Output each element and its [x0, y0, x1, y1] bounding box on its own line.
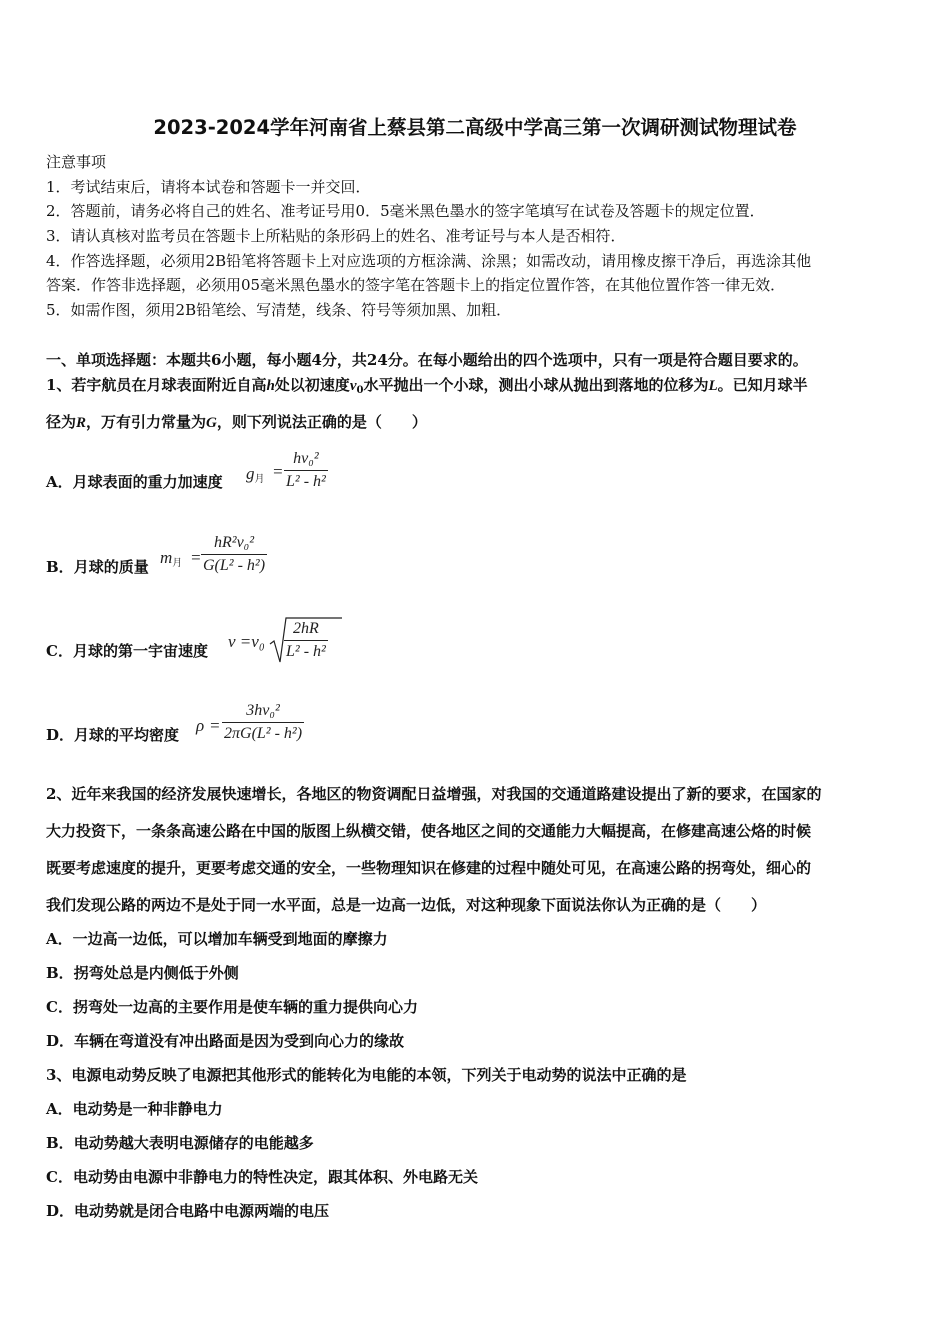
q2-stem-line: 2、近年来我国的经济发展快速增长，各地区的物资调配日益增强，对我国的交通道路建设提出了新的要求，在国家的 [46, 785, 822, 803]
section-heading: 一、单项选择题：本题共6小题，每小题4分，共24分。在每小题给出的四个选项中，只有一项是符合题目要求的。 [46, 351, 808, 369]
exam-title: 2023-2024学年河南省上蔡县第二高级中学高三第一次调研测试物理试卷 [153, 116, 797, 139]
q1-option-b[interactable]: B．月球的质量 [46, 558, 149, 576]
q1-d-fraction: $\frac{\text{3hv₀²}}{\text{2πG(L² - h²)}}$ [224, 702, 303, 742]
notice-item: 2．答题前，请务必将自己的姓名、准考证号用0．5毫米黑色墨水的签字笔填写在试卷及答题卡的规定位置． [46, 202, 765, 220]
q1-d-lhs: ρ [196, 716, 205, 735]
q1-option-a[interactable]: A．月球表面的重力加速度 [46, 473, 223, 491]
notice-item: 3．请认真核对监考员在答题卡上所粘贴的条形码上的姓名、准考证号与本人是否相符． [46, 227, 626, 245]
q1-c-fraction: $\frac{2hR}{\text{L² - h²}}$ [286, 620, 326, 660]
q3-option-d[interactable]: D．电动势就是闭合电路中电源两端的电压 [46, 1202, 330, 1220]
q1-a-lhs: $g_月$ [246, 464, 265, 485]
q3-stem: 3、电源电动势反映了电源把其他形式的能转化为电能的本领，下列关于电动势的说法中正确的是 [46, 1066, 687, 1084]
equals-sign: = [209, 716, 221, 735]
notice-heading: 注意事项 [46, 153, 107, 171]
equals-sign: = [190, 548, 202, 567]
notice-item: 答案．作答非选择题，必须用05毫米黑色墨水的签字笔在答题卡上的指定位置作答，在其他位置作答一律无效． [46, 276, 786, 294]
q2-option-b[interactable]: B．拐弯处总是内侧低于外侧 [46, 964, 239, 982]
q1-c-lhs: v =v₀ [228, 632, 265, 651]
q1-b-fraction: $\frac{\text{hR²v₀²}}{\text{G(L² - h²)}}$ [203, 534, 266, 574]
q3-option-c[interactable]: C．电动势由电源中非静电力的特性决定，跟其体积、外电路无关 [46, 1168, 478, 1186]
q3-option-b[interactable]: B．电动势越大表明电源储存的电能越多 [46, 1134, 314, 1152]
q1-option-c[interactable]: C．月球的第一宇宙速度 [46, 642, 208, 660]
q1-b-lhs: $m_月$ [160, 548, 183, 569]
q1-option-d[interactable]: D．月球的平均密度 [46, 726, 180, 744]
q2-stem-line: 我们发现公路的两边不是处于同一水平面，总是一边高一边低，对这种现象下面说法你认为正确的是（ ） [46, 896, 767, 914]
q2-option-a[interactable]: A．一边高一边低，可以增加车辆受到地面的摩擦力 [46, 930, 388, 948]
notice-item: 4．作答选择题，必须用2B铅笔将答题卡上对应选项的方框涂满、涂黑；如需改动，请用橡皮擦干净后，再选涂其他 [46, 252, 812, 270]
q2-stem-line: 大力投资下，一条条高速公路在中国的版图上纵横交错，使各地区之间的交通能力大幅提高，在修建高速公烙的时候 [46, 822, 812, 840]
q1-stem-line1: 1、若宇航员在月球表面附近自高h处以初速度$v_0$水平抛出一个小球，测出小球从抛出到落地的位移为L。已知月球半 [46, 376, 808, 396]
q2-stem-line: 既要考虑速度的提升，更要考虑交通的安全，一些物理知识在修建的过程中随处可见，在高速公路的拐弯处，细心的 [46, 859, 812, 877]
q1-a-fraction: $\frac{\text{hv₀²}}{\text{L² - h²}}$ [286, 450, 326, 490]
equals-sign: = [272, 462, 284, 481]
q3-option-a[interactable]: A．电动势是一种非静电力 [46, 1100, 223, 1118]
q1-stem-line2: 径为R，万有引力常量为G，则下列说法正确的是（ ） [46, 413, 427, 431]
notice-item: 5．如需作图，须用2B铅笔绘、写清楚，线条、符号等须加黑、加粗． [46, 301, 512, 319]
notice-item: 1．考试结束后，请将本试卷和答题卡一并交回． [46, 178, 371, 196]
q2-option-c[interactable]: C．拐弯处一边高的主要作用是使车辆的重力提供向心力 [46, 998, 418, 1016]
q2-option-d[interactable]: D．车辆在弯道没有冲出路面是因为受到向心力的缘故 [46, 1032, 405, 1050]
